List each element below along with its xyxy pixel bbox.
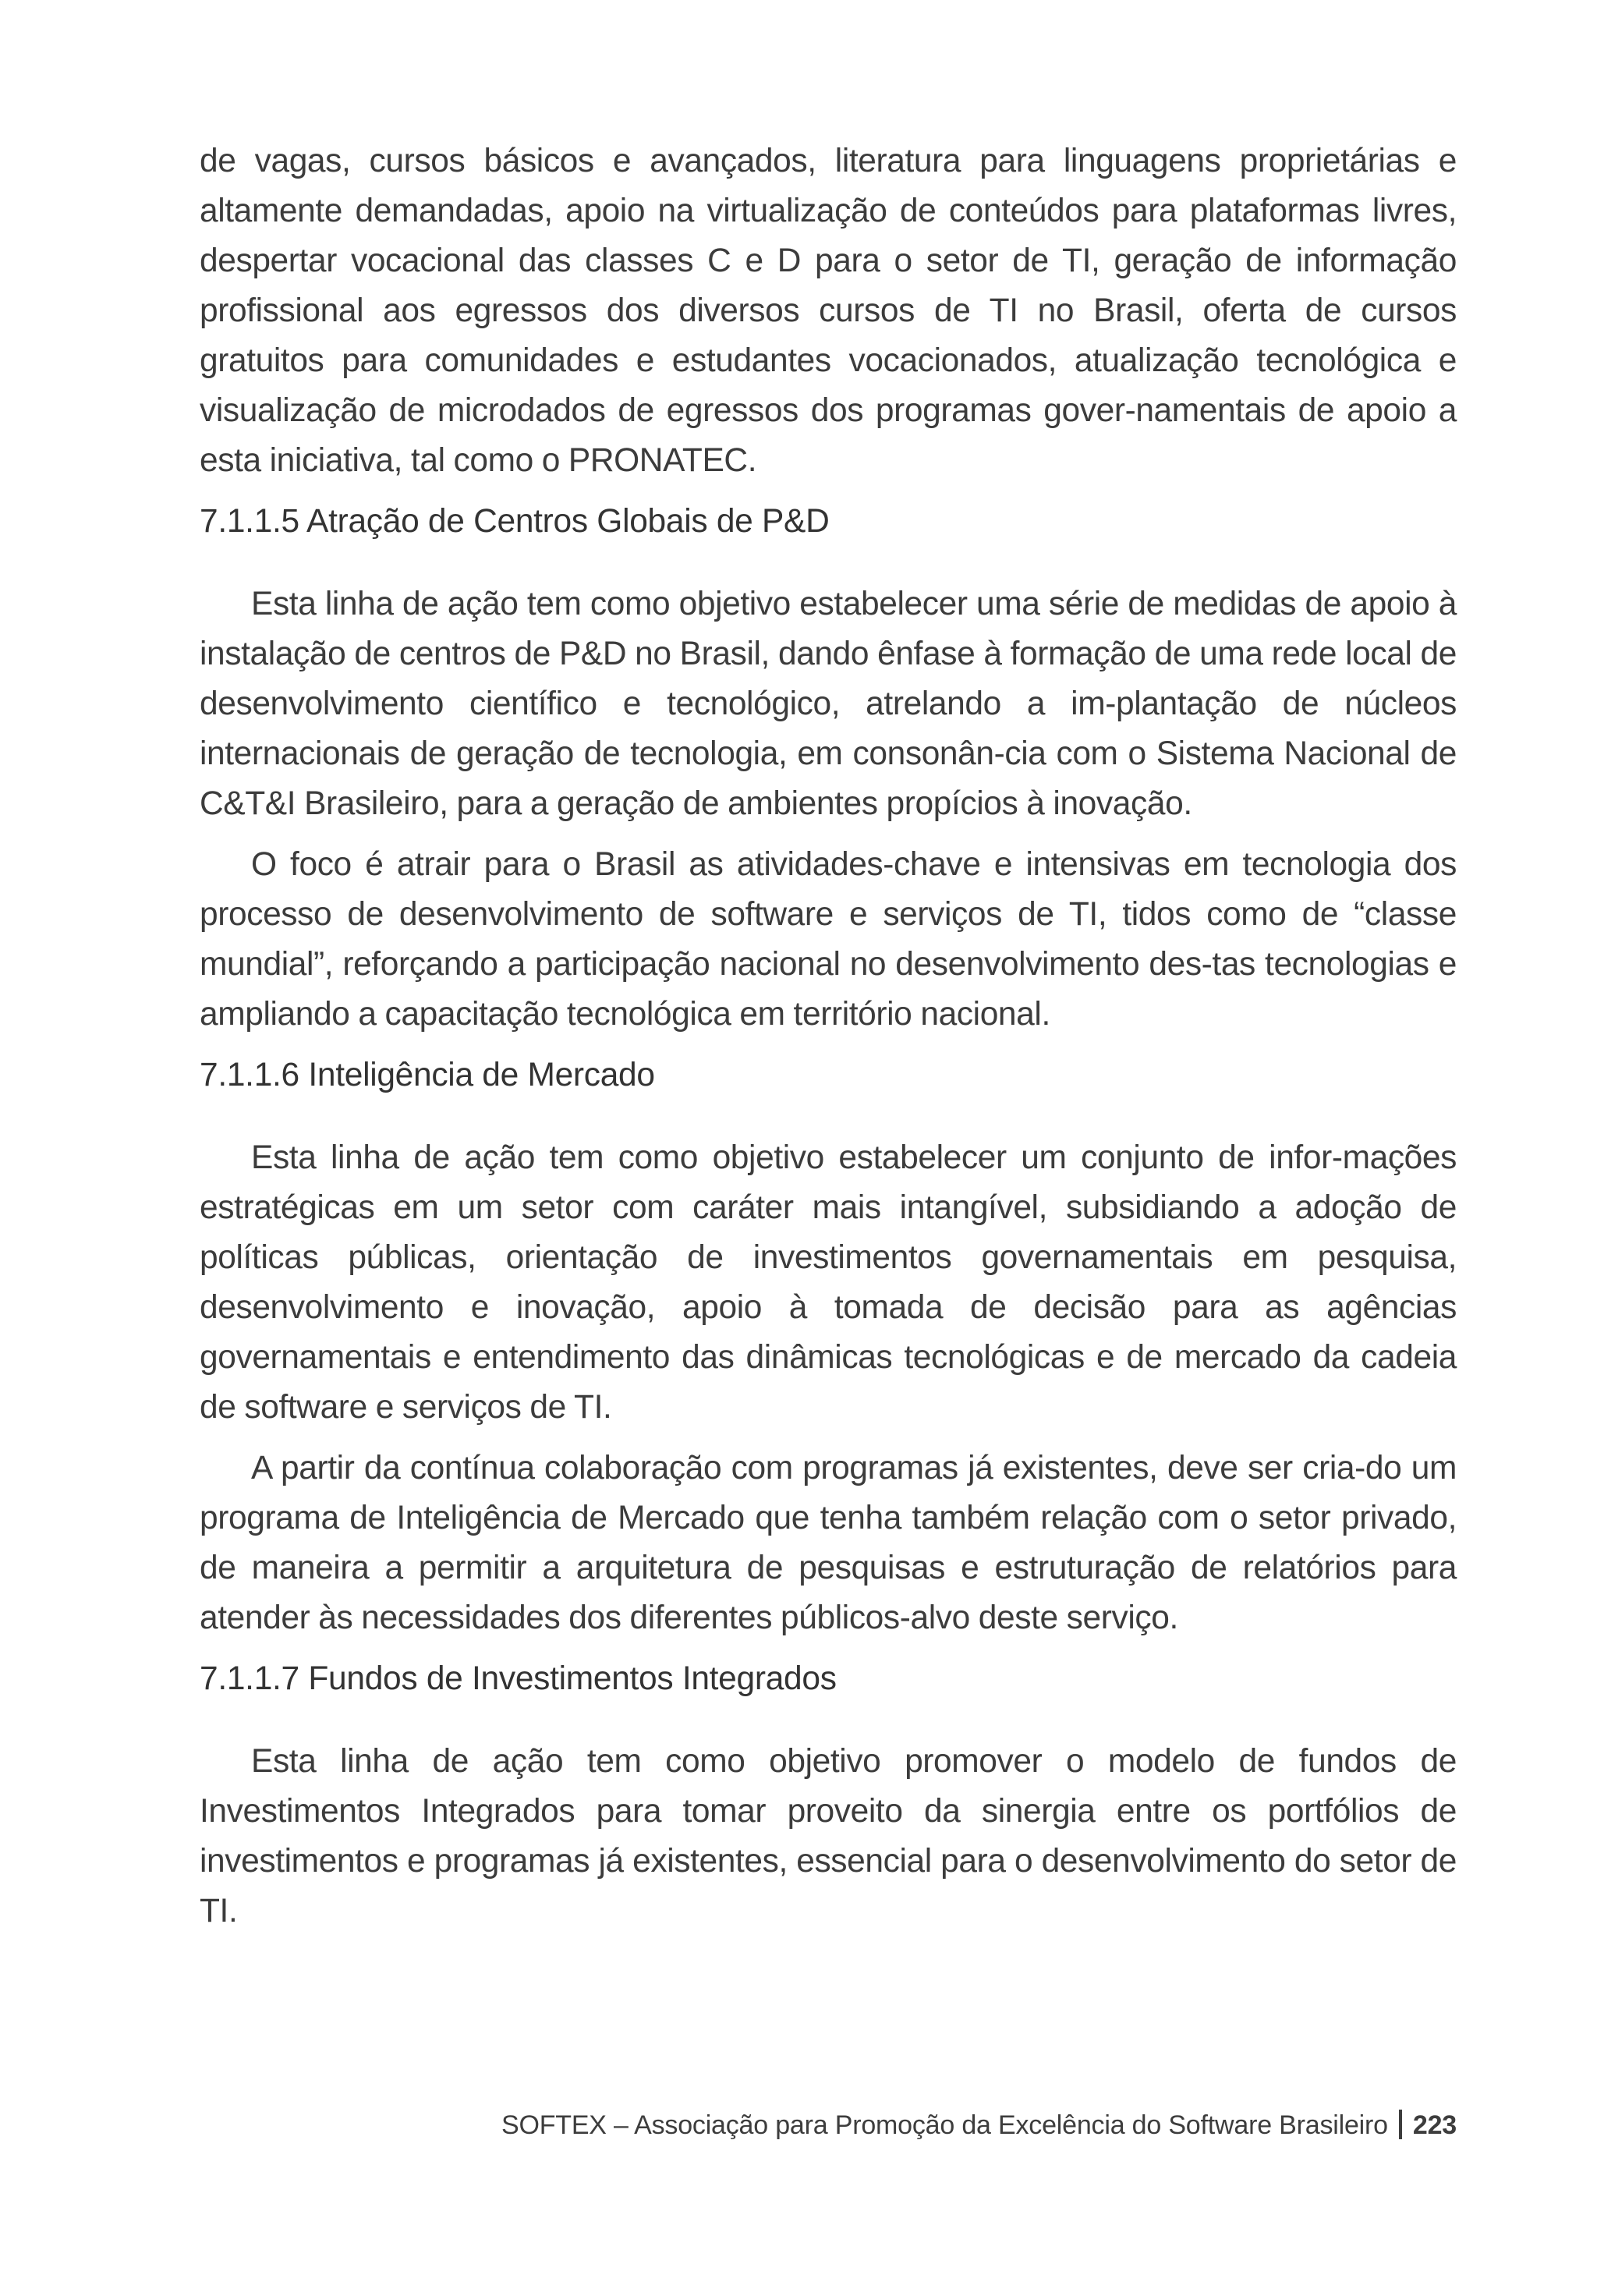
paragraph-section-7-1-1-5-a: Esta linha de ação tem como objetivo estabelecer uma série de medidas de apoio à instalação de centros de P&D no Brasil, dando ênfase à formação de uma rede local de desenvolvimento científico e tecnológico, atrelando a im-plantação de núcleos internacionais de geração de tecnologia, em consonân-cia com o Sistema Nacional de C&T&I Brasileiro, para a geração de ambientes propícios à inovação.	[200, 586, 1457, 822]
paragraph-section-7-1-1-7: Esta linha de ação tem como objetivo promover o modelo de fundos de Investimentos Integrados para tomar proveito da sinergia entre os portfólios de investimentos e programas já existentes, essencial para o desenvolvimento do setor de TI.	[200, 1743, 1457, 1929]
paragraph-section-7-1-1-6-b: A partir da contínua colaboração com programas já existentes, deve ser cria-do um programa de Inteligência de Mercado que tenha também relação com o setor privado, de maneira a permitir a arquitetura de pesquisas e estruturação de relatórios para atender às necessidades dos diferentes públicos-alvo deste serviço.	[200, 1450, 1457, 1636]
paragraph-section-7-1-1-5-b: O foco é atrair para o Brasil as atividades-chave e intensivas em tecnologia dos processo de desenvolvimento de software e serviços de TI, tidos como de “classe mundial”, reforçando a participação nacional no desenvolvimento des-tas tecnologias e ampliando a capacitação tecnológica em território nacional.	[200, 846, 1457, 1033]
page-footer	[0, 2108, 1457, 2142]
section-heading-7-1-1-7: 7.1.1.7 Fundos de Investimentos Integrados	[200, 1660, 837, 1697]
section-heading-7-1-1-5: 7.1.1.5 Atração de Centros Globais de P&D	[200, 503, 830, 540]
section-heading-7-1-1-6: 7.1.1.6 Inteligência de Mercado	[200, 1057, 655, 1093]
page-number: 223	[1412, 2110, 1457, 2140]
footer-separator	[1399, 2110, 1402, 2139]
paragraph-section-7-1-1-6-a: Esta linha de ação tem como objetivo estabelecer um conjunto de infor-mações estratégicas em um setor com caráter mais intangível, subsidiando a adoção de políticas públicas, orientação de investimentos governamentais em pesquisa, desenvolvimento e inovação, apoio à tomada de decisão para as agências governamentais e entendimento das dinâmicas tecnológicas e de mercado da cadeia de software e serviços de TI.	[200, 1139, 1457, 1426]
paragraph-continuation: de vagas, cursos básicos e avançados, literatura para linguagens proprietárias e altamente demandadas, apoio na virtualização de conteúdos para plataformas livres, despertar vocacional das classes C e D para o setor de TI, geração de informação profissional aos egressos dos diversos cursos de TI no Brasil, oferta de cursos gratuitos para comunidades e estudantes vocacionados, atualização tecnológica e visualização de microdados de egressos dos programas gover-namentais de apoio a esta iniciativa, tal como o PRONATEC.	[200, 143, 1457, 479]
footer-publisher-text: SOFTEX – Associação para Promoção da Excelência do Software Brasileiro	[501, 2110, 1388, 2140]
page-body	[200, 136, 1457, 1947]
